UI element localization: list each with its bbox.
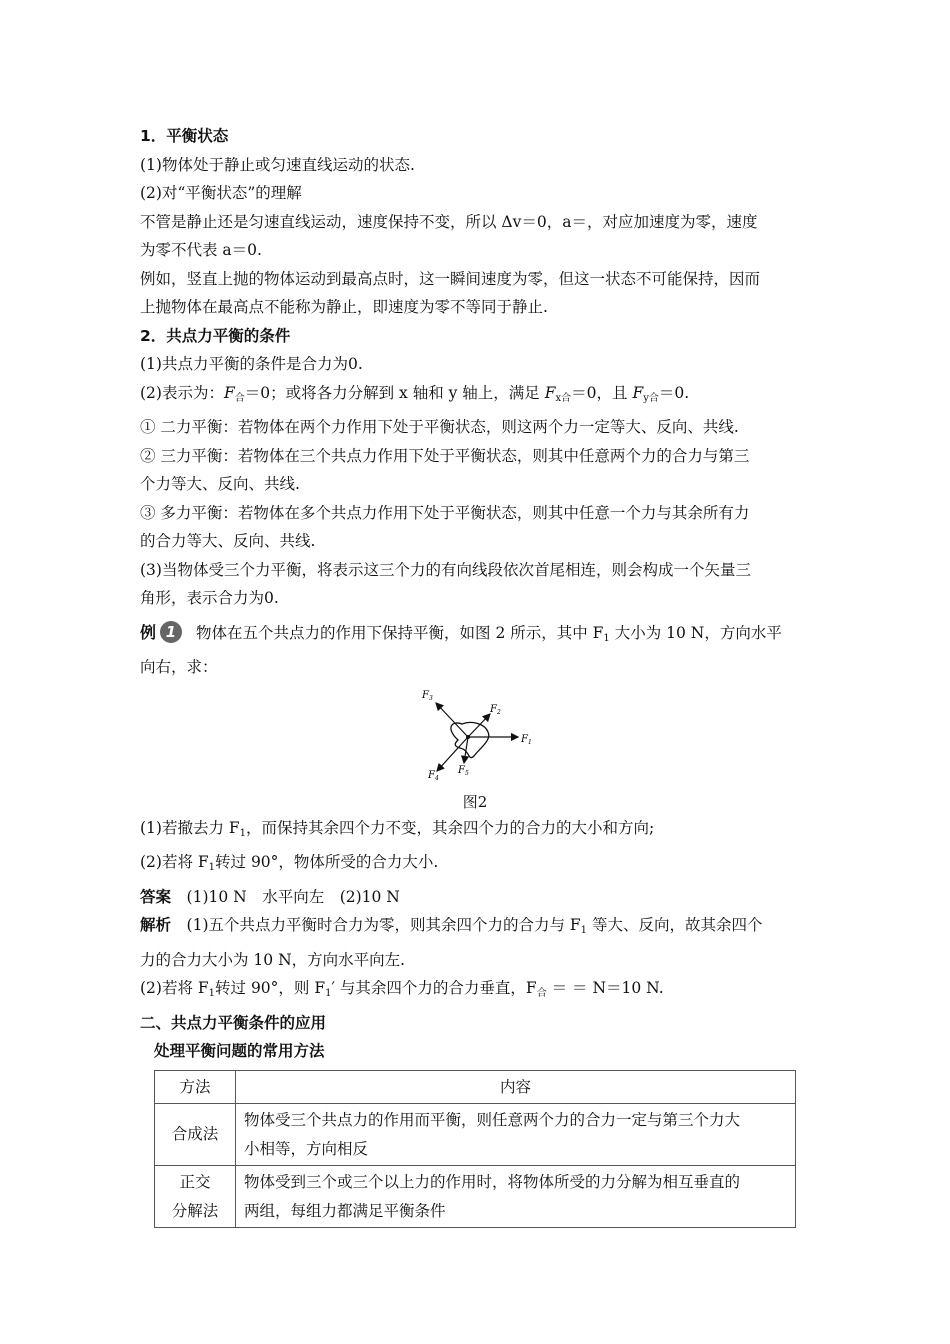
table-header-cell: 方法 [155, 1070, 236, 1104]
force-label-f5: $F_5$ [458, 764, 469, 777]
table-header-row [155, 1070, 796, 1104]
analysis-continued: (2)若将 $F_1$转过 90°，则 $F_1'$ 与其余四个力的合力垂直，$F_合$ ＝ ＝ N＝10 N. [140, 979, 664, 999]
table-row [155, 1166, 796, 1228]
object-outline [451, 722, 489, 757]
paragraph: 上抛物体在最高点不能称为静止，即速度为零不等同于静止. [140, 298, 548, 316]
paragraph: 角形，表示合力为0. [140, 589, 279, 607]
paragraph: (3)当物体受三个力平衡，将表示这三个力的有向线段依次首尾相连，则会构成一个矢量三 [140, 560, 751, 579]
analysis-continued: 力的合力大小为 10 N，方向水平向左. [140, 950, 406, 969]
section-heading-equilibrium-state: 1．平衡状态 [140, 127, 229, 145]
paragraph: 不管是静止还是匀速直线运动，速度保持不变，所以 Δv＝0，a＝，对应加速度为零，速度 [140, 212, 758, 231]
methods-table [154, 1070, 796, 1229]
force-label-f3: $F_3$ [422, 689, 433, 702]
table-title: 处理平衡问题的常用方法 [154, 1042, 325, 1060]
list-item: ② 三力平衡：若物体在三个共点力作用下处于平衡状态，则其中任意两个力的合力与第三 [140, 446, 750, 465]
paragraph: (1)共点力平衡的条件是合力为0. [140, 355, 363, 373]
force-diagram-svg [140, 690, 810, 790]
paragraph: (1)物体处于静止或匀速直线运动的状态. [140, 155, 415, 174]
table-header-cell: 内容 [236, 1070, 796, 1104]
table-cell-content: 物体受三个共点力的作用而平衡，则任意两个力的合力一定与第三个力大 小相等，方向相反 [236, 1104, 796, 1166]
force-label-f4: $F_4$ [428, 769, 439, 782]
example-number-badge: 1 [160, 621, 182, 643]
table-cell-content: 物体受到三个或三个以上力的作用时，将物体所受的力分解为相互垂直的 两组，每组力都满足平衡条件 [236, 1166, 796, 1228]
paragraph: 例如，竖直上抛的物体运动到最高点时，这一瞬间速度为零，但这一状态不可能保持，因而 [140, 269, 761, 288]
answer-label: 答案 [140, 887, 172, 906]
answer: 答案 (1)10 N 水平向左 (2)10 N [140, 887, 400, 906]
document-page [140, 122, 810, 1228]
force-f2-arrow [468, 714, 490, 737]
force-label-f1: $F_1$ [521, 733, 532, 746]
list-item-continued: 的合力等大、反向、共线. [140, 532, 316, 550]
section-heading-applications: 二、共点力平衡条件的应用 [140, 1013, 327, 1032]
example-label: 例 [140, 622, 157, 642]
paragraph: (2)对“平衡状态”的理解 [140, 184, 302, 202]
example-question [140, 619, 810, 654]
section-heading-conditions: 2．共点力平衡的条件 [140, 326, 291, 345]
table-cell-method: 合成法 [155, 1104, 236, 1166]
application-point [466, 735, 470, 739]
figure-caption: 图2 [462, 792, 488, 811]
force-diagram [140, 690, 810, 790]
table-row [155, 1104, 796, 1166]
list-item: ① 二力平衡：若物体在两个力作用下处于平衡状态，则这两个力一定等大、反向、共线. [140, 418, 739, 436]
sub-question: (2)若将 $F_1$转过 90°，物体所受的合力大小. [140, 853, 439, 873]
example-text-continued: 向右，求： [140, 658, 218, 676]
paragraph: 为零不代表 a＝0. [140, 241, 262, 259]
list-item-continued: 个力等大、反向、共线. [140, 475, 300, 493]
analysis-label: 解析 [140, 916, 172, 934]
list-item: ③ 多力平衡：若物体在多个共点力作用下处于平衡状态，则其中任意一个力与其余所有力 [140, 503, 750, 522]
table-cell-method: 正交 分解法 [155, 1166, 236, 1228]
paragraph-formula: (2)表示为：$F_合=0$；或将各力分解到 x 轴和 y 轴上，满足 $F_{x合}=0$，且 $F_{y合}=0$. [140, 383, 690, 404]
example-text: 物体在五个共点力的作用下保持平衡，如图 2 所示，其中 $F_1$ 大小为 10 N，方向水平 [196, 623, 782, 644]
sub-question: (1)若撤去力 $F_1$，而保持其余四个力不变，其余四个力的合力的大小和方向; [140, 818, 655, 839]
analysis: 解析 (1)五个共点力平衡时合力为零，则其余四个力的合力与 $F_1$ 等大、反向，故其余四个 [140, 916, 763, 936]
force-label-f2: $F_2$ [490, 703, 501, 716]
